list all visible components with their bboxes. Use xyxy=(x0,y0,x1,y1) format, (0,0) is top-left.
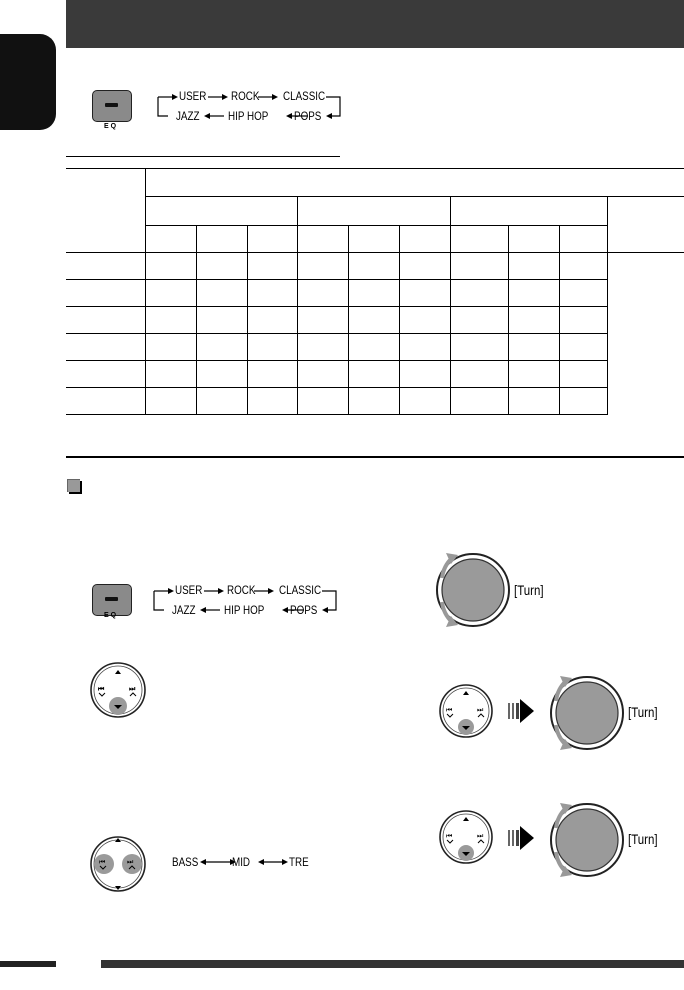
tone-mid: MID xyxy=(232,855,251,869)
volume-knob-icon-3[interactable] xyxy=(542,795,632,885)
eq-settings-table xyxy=(66,168,684,415)
svg-text:⏮: ⏮ xyxy=(99,859,106,866)
svg-text:⏮: ⏮ xyxy=(446,707,453,714)
control-dial-icon-2[interactable] xyxy=(434,683,498,739)
turn-label-3: [Turn] xyxy=(628,831,658,847)
eq-button-label-2: EQ xyxy=(103,612,119,619)
mode-pops-2: POPS xyxy=(290,603,318,617)
mode-pops: POPS xyxy=(294,109,322,123)
volume-knob-icon-2[interactable] xyxy=(542,668,632,758)
svg-text:⏭: ⏭ xyxy=(129,686,136,693)
mode-jazz-2: JAZZ xyxy=(172,603,196,617)
turn-label-1: [Turn] xyxy=(514,582,544,598)
eq-button-label: EQ xyxy=(103,123,119,130)
svg-text:⏮: ⏮ xyxy=(446,833,453,840)
mode-classic: CLASSIC xyxy=(283,89,326,103)
control-dial-icon-4[interactable] xyxy=(84,834,152,894)
svg-text:⏭: ⏭ xyxy=(477,707,484,714)
mode-user: USER xyxy=(179,89,207,103)
eq-button-icon[interactable] xyxy=(92,90,132,122)
mode-classic-2: CLASSIC xyxy=(279,583,322,597)
mode-hiphop: HIP HOP xyxy=(228,109,269,123)
mode-jazz: JAZZ xyxy=(176,109,200,123)
mode-rock-2: ROCK xyxy=(227,583,256,597)
section-bullet xyxy=(67,479,80,492)
mode-user-2: USER xyxy=(175,583,203,597)
arrow-right-icon-2 xyxy=(506,824,536,852)
section-rule xyxy=(66,156,340,157)
language-tab xyxy=(0,34,56,130)
svg-text:⏭: ⏭ xyxy=(477,833,484,840)
section-divider xyxy=(66,456,684,458)
control-dial-icon[interactable] xyxy=(84,660,152,720)
svg-text:⏮: ⏮ xyxy=(98,686,105,693)
mode-hiphop-2: HIP HOP xyxy=(224,603,265,617)
arrow-right-icon xyxy=(506,697,536,725)
volume-knob-icon[interactable] xyxy=(428,545,518,635)
tone-bass: BASS xyxy=(172,855,199,869)
tone-tre: TRE xyxy=(289,855,309,869)
footer-bar-right xyxy=(101,960,684,968)
turn-label-2: [Turn] xyxy=(628,704,658,720)
mode-rock: ROCK xyxy=(231,89,260,103)
header-bar xyxy=(66,0,684,48)
svg-text:⏭: ⏭ xyxy=(127,859,134,866)
footer-bar-left xyxy=(0,961,56,967)
control-dial-icon-3[interactable] xyxy=(434,809,498,865)
